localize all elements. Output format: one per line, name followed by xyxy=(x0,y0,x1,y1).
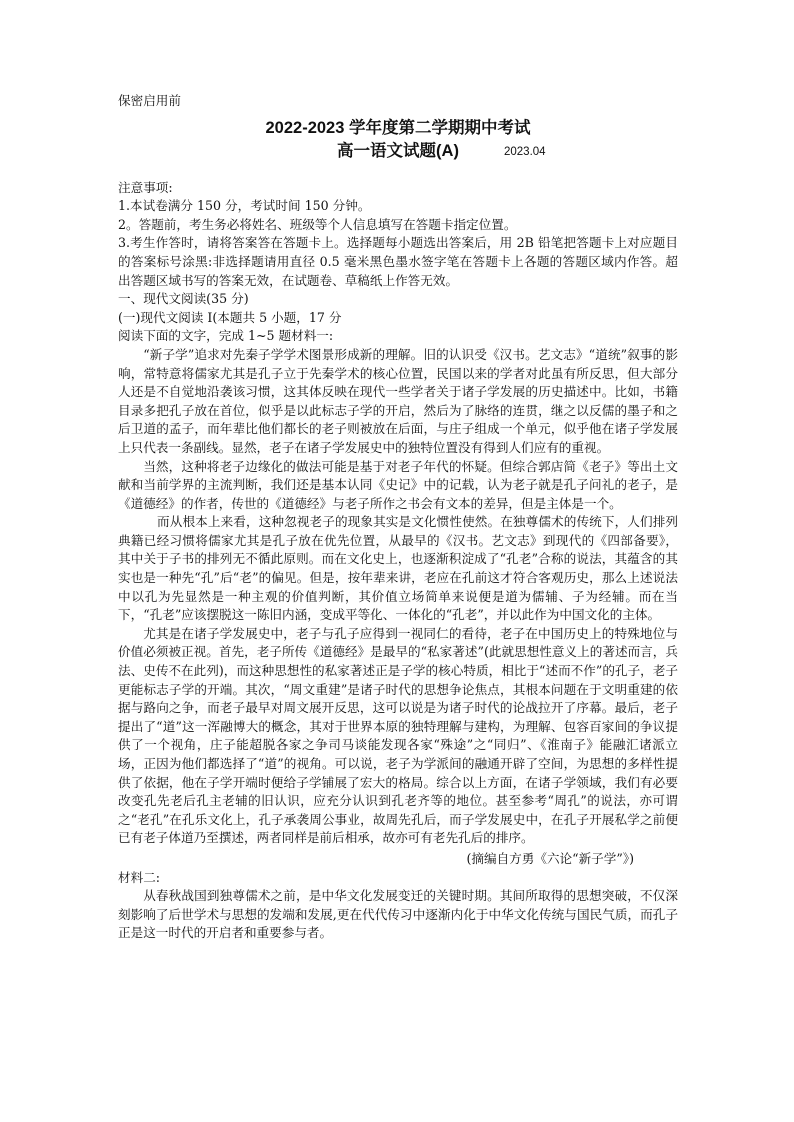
section-heading: 一、现代文阅读(35 分) xyxy=(118,291,249,307)
notice-item-3: 3.考生作答时，请将答案答在答题卡上。选择题每小题选出答案后，用 2B 铅笔把答题卡上对应题目的答案标号涂黑:非选择题请用直径 0.5 毫米黑色墨水签字笔在答题卡上各题的答题区域内作答。超出答题区域书写的答案无效，在试题卷、草稿纸上作答无效。 xyxy=(118,235,678,288)
material1-paragraph-2: 当然，这种将老子边缘化的做法可能是基于对老子年代的怀疑。但综合郭店简《老子》等出土文献和当前学界的主流判断，我们还是基本认同《史记》中的记载，认为老子就是孔子问礼的老子，是《道德经》的作者，传世的《道德经》与老子所作之书会有文本的差异，但是主体是一个。 xyxy=(118,458,678,511)
material1-paragraph-4: 尤其是在诸子学发展史中，老子与孔子应得到一视同仁的看待，老子在中国历史上的特殊地位与价值必须被正视。首先，老子所传《道德经》是最早的“私家著述”(此就思想性意义上的著述而言，兵法、史传不在此列)，而这种思想性的私家著述正是子学的核心特质，相比于“述而不作”的孔子，老子更能标志子学的开端。其次，“周文重建”是诸子时代的思想争论焦点，其根本问题在于文明重建的依据与路向之争，而老子最早对周文展开反思，这可以说是为诸子时代的论战拉开了序幕。最后，老子提出了“道”这一浑融博大的概念，其对于世界本原的独特理解与建构，为理解、包容百家间的争议提供了一个视角，庄子能超脱各家之争司马谈能发现各家“殊途”之“同归”、《淮南子》能融汇诸派立场，正因为他们都选择了“道”的视角。可以说，老子为学派间的融通开辟了空间，为思想的多样性提供了依据，他在子学开端时便给子学铺展了宏大的格局。综合以上方面，在诸子学领域，我们有必要改变孔先老后孔主老辅的旧认识，应充分认识到孔老齐等的地位。甚至参考“周孔”的说法，亦可谓之“老孔”在孔乐文化上，孔子承袭周公事业，故周先孔后，而子学发展史中，在孔子开展私学之前便已有老子体道乃至撰述，两者同样是前后相承，故亦可有老先孔后的排序。 xyxy=(118,625,678,846)
exam-date: 2023.04 xyxy=(504,145,546,158)
material1-source: (摘编自方勇《六论“新子学”》) xyxy=(466,850,634,866)
section-subheading: (一)现代文阅读 I(本题共 5 小题，17 分 xyxy=(118,309,342,325)
material1-paragraph-1: “新子学”追求对先秦子学学术图景形成新的理解。旧的认识受《汉书。艺文志》“道统”叙事的影响，常特意将儒家尤其是孔子立于先秦学术的核心位置，民国以来的学者对此虽有所反思，但大部分人还是不自觉地沿袭该习惯，这其体反映在现代一些学者关于诸子学发展的历史描述中。比如，书籍目录多把孔子放在首位，似乎是以此标志子学的开启，然后为了脉络的连贯，继之以反儒的墨子和之后卫道的孟子，而年辈比他们都长的老子则被放在后面，与庄子组成一个单元，似乎他在诸子学发展上只代表一条副线。显然，老子在诸子学发展史中的独特位置没有得到人们应有的重视。 xyxy=(118,346,678,455)
exam-subtitle: 高一语文试题(A) xyxy=(337,141,459,160)
material2-paragraph-1: 从春秋战国到独尊儒术之前，是中华文化发展变迁的关键时期。其间所取得的思想突破，不仅深刻影响了后世学术与思想的发端和发展,更在代代传习中逐渐内化于中华文化传统与国民气质，而孔子正是这一时代的开启者和重要参与者。 xyxy=(118,888,678,941)
notice-item-1: 1.本试卷满分 150 分，考试时间 150 分钟。 xyxy=(118,198,371,214)
exam-subtitle-row xyxy=(118,139,678,163)
notice-item-2: 2。答题前，考生务必将姓名、班级等个人信息填写在答题卡指定位置。 xyxy=(118,216,517,232)
exam-title: 2022-2023 学年度第二学期期中考试 xyxy=(265,118,531,137)
section-instruction: 阅读下面的文字，完成 1~5 题材料一: xyxy=(118,328,334,344)
exam-page xyxy=(118,92,678,943)
material1-paragraph-3: 而从根本上来看，这种忽视老子的现象其实是文化惯性使然。在独尊儒术的传统下，人们排列典籍已经习惯将儒家尤其是孔子放在优先位置，从最早的《汉书。艺文志》到现代的《四部备要》，其中关于子书的排列无不循此原则。而在文化史上，也逐渐积淀成了“孔老”合称的说法，其蕴含的其实也是一种先“孔”后“老”的偏见。但是，按年辈来讲，老应在孔前这才符合客观历史，那么上述说法中以孔为先显然是一种主观的价值判断，其价值立场简单来说便是道为儒辅、子为经辅。而在当下，“孔老”应该摆脱这一陈旧内涵，变成平等化、一体化的“孔老”，并以此作为中国文化的主体。 xyxy=(118,514,678,623)
confidential-mark: 保密启用前 xyxy=(118,93,181,108)
material2-heading: 材料二: xyxy=(118,869,161,885)
notice-heading: 注意事项: xyxy=(118,179,173,195)
